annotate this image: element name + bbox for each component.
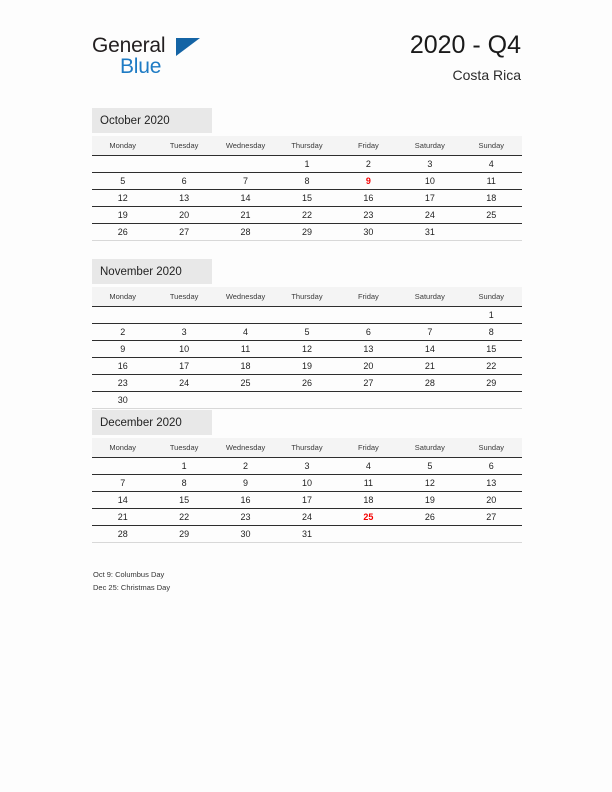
holiday-legend [93, 568, 393, 594]
weekday-header-wednesday: Wednesday [215, 136, 276, 156]
weekday-header-thursday: Thursday [276, 136, 337, 156]
calendar-day-empty [338, 307, 399, 324]
calendar-day[interactable]: 24 [399, 207, 460, 224]
calendar-day-empty [92, 307, 153, 324]
calendar-day-empty [215, 156, 276, 173]
calendar-day[interactable]: 13 [461, 475, 522, 492]
calendar-day[interactable]: 2 [338, 156, 399, 173]
calendar-day[interactable]: 10 [153, 341, 214, 358]
calendar-day[interactable]: 12 [276, 341, 337, 358]
calendar-day-empty [276, 307, 337, 324]
month-block-december [92, 410, 522, 543]
calendar-day[interactable]: 24 [276, 509, 337, 526]
calendar-day[interactable]: 4 [215, 324, 276, 341]
calendar-day[interactable]: 21 [399, 358, 460, 375]
calendar-day-empty [461, 392, 522, 409]
page-subtitle: Costa Rica [452, 67, 521, 83]
calendar-day-empty [461, 526, 522, 543]
calendar-day[interactable]: 25 [461, 207, 522, 224]
weekday-header-friday: Friday [338, 287, 399, 307]
calendar-day[interactable]: 7 [215, 173, 276, 190]
calendar-day[interactable]: 5 [399, 458, 460, 475]
calendar-day[interactable]: 12 [399, 475, 460, 492]
calendar-day[interactable]: 3 [276, 458, 337, 475]
calendar-day-empty [399, 526, 460, 543]
calendar-day[interactable]: 29 [276, 224, 337, 241]
calendar-day[interactable]: 19 [399, 492, 460, 509]
calendar-day[interactable]: 17 [399, 190, 460, 207]
calendar-day[interactable]: 1 [276, 156, 337, 173]
calendar-day[interactable]: 22 [153, 509, 214, 526]
calendar-day[interactable]: 1 [461, 307, 522, 324]
month-block-november [92, 259, 522, 409]
weekday-header-wednesday: Wednesday [215, 287, 276, 307]
weekday-header-wednesday: Wednesday [215, 438, 276, 458]
calendar-week-row [92, 358, 522, 375]
calendar-day[interactable]: 13 [153, 190, 214, 207]
calendar-body [92, 458, 522, 543]
logo-text-general: General [92, 34, 166, 57]
calendar-day[interactable]: 21 [215, 207, 276, 224]
weekday-header-row [92, 287, 522, 307]
calendar-day[interactable]: 26 [92, 224, 153, 241]
calendar-day[interactable]: 28 [399, 375, 460, 392]
calendar-day[interactable]: 22 [461, 358, 522, 375]
calendar-week-row [92, 324, 522, 341]
calendar-day-empty [153, 156, 214, 173]
calendar-day[interactable]: 16 [215, 492, 276, 509]
calendar-day[interactable]: 14 [215, 190, 276, 207]
calendar-week-row [92, 156, 522, 173]
calendar-day[interactable]: 30 [338, 224, 399, 241]
calendar-week-row [92, 492, 522, 509]
calendar-day[interactable]: 22 [276, 207, 337, 224]
calendar-day-empty [338, 526, 399, 543]
calendar-body [92, 156, 522, 241]
calendar-day[interactable]: 7 [92, 475, 153, 492]
calendar-day-empty [215, 392, 276, 409]
month-title: December 2020 [100, 417, 182, 429]
weekday-header-monday: Monday [92, 136, 153, 156]
weekday-header-sunday: Sunday [461, 438, 522, 458]
calendar-table [92, 438, 522, 543]
month-title-band [92, 259, 212, 284]
page-header [0, 30, 612, 100]
calendar-day[interactable]: 5 [92, 173, 153, 190]
calendar-day[interactable]: 20 [461, 492, 522, 509]
calendar-week-row [92, 475, 522, 492]
calendar-week-row [92, 392, 522, 409]
calendar-week-row [92, 526, 522, 543]
calendar-day-empty [461, 224, 522, 241]
calendar-day[interactable]: 28 [215, 224, 276, 241]
calendar-day[interactable]: 19 [92, 207, 153, 224]
weekday-header-saturday: Saturday [399, 136, 460, 156]
calendar-week-row [92, 224, 522, 241]
calendar-day[interactable]: 29 [461, 375, 522, 392]
calendar-day[interactable]: 3 [399, 156, 460, 173]
weekday-header-friday: Friday [338, 438, 399, 458]
calendar-day-empty [92, 156, 153, 173]
calendar-day[interactable]: 10 [276, 475, 337, 492]
calendar-day[interactable]: 7 [399, 324, 460, 341]
calendar-day-holiday[interactable]: 25 [338, 509, 399, 526]
calendar-day[interactable]: 30 [215, 526, 276, 543]
month-title: November 2020 [100, 266, 182, 278]
logo-text-blue: Blue [120, 55, 162, 78]
calendar-day[interactable]: 15 [461, 341, 522, 358]
weekday-header-tuesday: Tuesday [153, 438, 214, 458]
calendar-week-row [92, 190, 522, 207]
month-block-october [92, 108, 522, 241]
legend-item: Dec 25: Christmas Day [93, 583, 171, 592]
calendar-day[interactable]: 4 [338, 458, 399, 475]
logo-triangle-icon [176, 38, 200, 56]
brand-logo [92, 34, 292, 90]
weekday-header-thursday: Thursday [276, 438, 337, 458]
calendar-day[interactable]: 19 [276, 358, 337, 375]
calendar-day[interactable]: 4 [461, 156, 522, 173]
calendar-day[interactable]: 11 [338, 475, 399, 492]
calendar-day[interactable]: 21 [92, 509, 153, 526]
calendar-day[interactable]: 14 [399, 341, 460, 358]
weekday-header-tuesday: Tuesday [153, 287, 214, 307]
calendar-day[interactable]: 27 [461, 509, 522, 526]
weekday-header-row [92, 136, 522, 156]
weekday-header-row [92, 438, 522, 458]
calendar-day[interactable]: 18 [338, 492, 399, 509]
calendar-day[interactable]: 6 [338, 324, 399, 341]
calendar-day[interactable]: 6 [153, 173, 214, 190]
calendar-day[interactable]: 17 [153, 358, 214, 375]
calendar-day[interactable]: 20 [153, 207, 214, 224]
calendar-week-row [92, 509, 522, 526]
calendar-day[interactable]: 31 [276, 526, 337, 543]
calendar-week-row [92, 173, 522, 190]
weekday-header-monday: Monday [92, 287, 153, 307]
page-title: 2020 - Q4 [409, 31, 521, 59]
calendar-day[interactable]: 26 [399, 509, 460, 526]
weekday-header-thursday: Thursday [276, 287, 337, 307]
calendar-day[interactable]: 18 [215, 358, 276, 375]
calendar-day[interactable]: 16 [338, 190, 399, 207]
calendar-day[interactable]: 27 [338, 375, 399, 392]
calendar-day[interactable]: 2 [215, 458, 276, 475]
weekday-header-tuesday: Tuesday [153, 136, 214, 156]
calendar-day[interactable]: 27 [153, 224, 214, 241]
calendar-day[interactable]: 11 [461, 173, 522, 190]
calendar-day[interactable]: 3 [153, 324, 214, 341]
calendar-day[interactable]: 9 [92, 341, 153, 358]
calendar-day[interactable]: 23 [92, 375, 153, 392]
calendar-day-empty [338, 392, 399, 409]
calendar-day[interactable]: 15 [153, 492, 214, 509]
calendar-day-empty [153, 307, 214, 324]
calendar-day[interactable]: 14 [92, 492, 153, 509]
calendar-day-empty [399, 307, 460, 324]
calendar-day[interactable]: 25 [215, 375, 276, 392]
calendar-day[interactable]: 8 [153, 475, 214, 492]
calendar-day[interactable]: 8 [461, 324, 522, 341]
calendar-day[interactable]: 10 [399, 173, 460, 190]
calendar-day[interactable]: 23 [338, 207, 399, 224]
calendar-day[interactable]: 29 [153, 526, 214, 543]
calendar-day[interactable]: 2 [92, 324, 153, 341]
calendar-day[interactable]: 24 [153, 375, 214, 392]
calendar-day[interactable]: 16 [92, 358, 153, 375]
calendar-day[interactable]: 23 [215, 509, 276, 526]
calendar-table [92, 136, 522, 241]
calendar-table [92, 287, 522, 409]
calendar-day[interactable]: 5 [276, 324, 337, 341]
weekday-header-sunday: Sunday [461, 136, 522, 156]
weekday-header-friday: Friday [338, 136, 399, 156]
calendar-day[interactable]: 15 [276, 190, 337, 207]
calendar-day[interactable]: 12 [92, 190, 153, 207]
calendar-week-row [92, 207, 522, 224]
calendar-day[interactable]: 28 [92, 526, 153, 543]
month-title: October 2020 [100, 115, 170, 127]
calendar-day-holiday[interactable]: 9 [338, 173, 399, 190]
calendar-day[interactable]: 26 [276, 375, 337, 392]
title-block [410, 30, 521, 85]
calendar-day-empty [92, 458, 153, 475]
month-title-band [92, 108, 212, 133]
calendar-day[interactable]: 18 [461, 190, 522, 207]
calendar-day[interactable]: 1 [153, 458, 214, 475]
month-title-band [92, 410, 212, 435]
calendar-day[interactable]: 9 [215, 475, 276, 492]
calendar-day[interactable]: 20 [338, 358, 399, 375]
weekday-header-monday: Monday [92, 438, 153, 458]
calendar-day[interactable]: 11 [215, 341, 276, 358]
calendar-week-row [92, 307, 522, 324]
calendar-day[interactable]: 30 [92, 392, 153, 409]
calendar-day[interactable]: 31 [399, 224, 460, 241]
calendar-week-row [92, 458, 522, 475]
weekday-header-saturday: Saturday [399, 287, 460, 307]
calendar-week-row [92, 375, 522, 392]
legend-item: Oct 9: Columbus Day [93, 570, 165, 579]
calendar-day-empty [153, 392, 214, 409]
weekday-header-sunday: Sunday [461, 287, 522, 307]
calendar-day[interactable]: 17 [276, 492, 337, 509]
calendar-day[interactable]: 8 [276, 173, 337, 190]
calendar-day-empty [399, 392, 460, 409]
calendar-day-empty [215, 307, 276, 324]
calendar-day[interactable]: 6 [461, 458, 522, 475]
calendar-week-row [92, 341, 522, 358]
calendar-body [92, 307, 522, 409]
weekday-header-saturday: Saturday [399, 438, 460, 458]
calendar-day[interactable]: 13 [338, 341, 399, 358]
calendar-day-empty [276, 392, 337, 409]
